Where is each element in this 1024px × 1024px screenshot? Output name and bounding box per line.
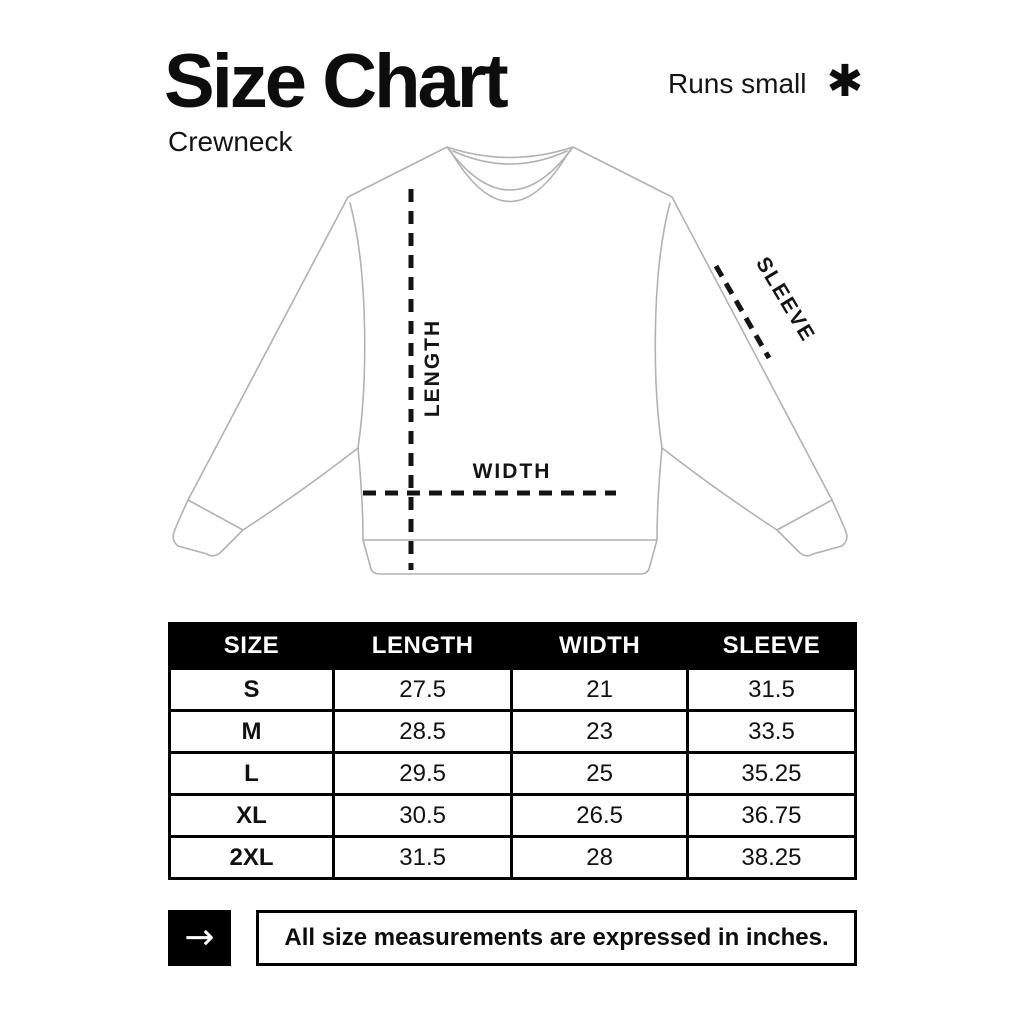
fit-note-text: Runs small (668, 68, 807, 99)
asterisk-icon: ✱ (826, 57, 864, 106)
table-header-row (170, 624, 856, 669)
width-value: 28 (512, 837, 688, 879)
sleeve-value: 36.75 (687, 795, 855, 837)
table-row (170, 837, 856, 879)
length-label: LENGTH (421, 318, 444, 418)
table-row (170, 795, 856, 837)
length-value: 31.5 (333, 837, 511, 879)
arrow-right-icon: → (184, 917, 215, 958)
length-value: 27.5 (333, 669, 511, 711)
width-label: WIDTH (472, 460, 552, 483)
sleeve-label: SLEEVE (751, 253, 820, 347)
size-value: M (170, 711, 334, 753)
sleeve-value: 38.25 (687, 837, 855, 879)
units-note-text: All size measurements are expressed in inches. (284, 924, 829, 951)
width-value: 23 (512, 711, 688, 753)
page-title: Size Chart (164, 39, 506, 124)
column-header-size: SIZE (170, 624, 334, 669)
table-row (170, 753, 856, 795)
size-table (168, 622, 857, 880)
sleeve-value: 35.25 (687, 753, 855, 795)
page-subtitle: Crewneck (168, 126, 293, 157)
width-value: 26.5 (512, 795, 688, 837)
size-value: XL (170, 795, 334, 837)
sleeve-value: 33.5 (687, 711, 855, 753)
arrow-badge (168, 910, 231, 966)
length-value: 29.5 (333, 753, 511, 795)
length-value: 28.5 (333, 711, 511, 753)
size-value: L (170, 753, 334, 795)
sleeve-value: 31.5 (687, 669, 855, 711)
column-header-width: WIDTH (512, 624, 688, 669)
column-header-sleeve: SLEEVE (687, 624, 855, 669)
length-value: 30.5 (333, 795, 511, 837)
width-value: 25 (512, 753, 688, 795)
size-value: S (170, 669, 334, 711)
width-value: 21 (512, 669, 688, 711)
fit-note (668, 57, 864, 106)
table-row (170, 711, 856, 753)
table-row (170, 669, 856, 711)
column-header-length: LENGTH (333, 624, 511, 669)
size-value: 2XL (170, 837, 334, 879)
units-note-box (256, 910, 857, 966)
